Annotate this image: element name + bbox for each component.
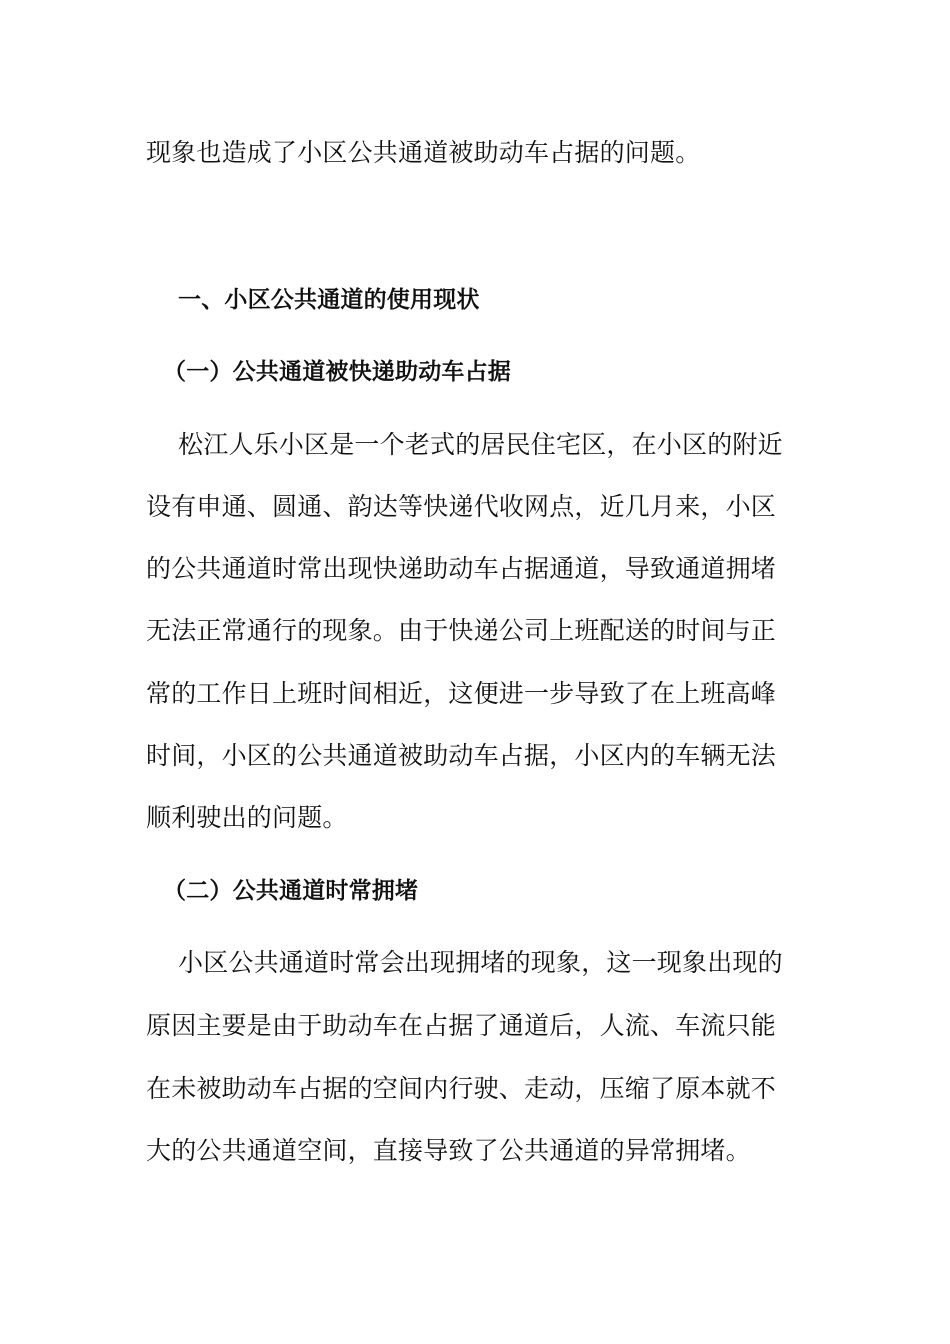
paragraph-2-line-1: 小区公共通道时常会出现拥堵的现象，这一现象出现的 — [178, 948, 783, 977]
paragraph-1-line-3: 的公共通道时常出现快递助动车占据通道，导致通道拥堵 — [146, 554, 777, 583]
paragraph-1-line-2: 设有申通、圆通、韵达等快递代收网点，近几月来，小区 — [146, 492, 777, 521]
paragraph-1-line-6: 时间，小区的公共通道被助动车占据，小区内的车辆无法 — [146, 741, 777, 770]
paragraph-continuation-line: 现象也造成了小区公共通道被助动车占据的问题。 — [146, 138, 701, 167]
section-heading: 一、小区公共通道的使用现状 — [178, 287, 480, 313]
paragraph-1-line-1: 松江人乐小区是一个老式的居民住宅区，在小区的附近 — [178, 430, 783, 459]
paragraph-2-line-2: 原因主要是由于助动车在占据了通道后，人流、车流只能 — [146, 1011, 777, 1040]
subsection-heading-1: （一）公共通道被快递助动车占据 — [163, 359, 511, 385]
paragraph-2-line-4: 大的公共通道空间，直接导致了公共通道的异常拥堵。 — [146, 1136, 751, 1165]
subsection-heading-2: （二）公共通道时常拥堵 — [163, 878, 419, 904]
paragraph-2-line-3: 在未被助动车占据的空间内行驶、走动，压缩了原本就不 — [146, 1074, 777, 1103]
paragraph-1-line-7: 顺利驶出的问题。 — [146, 803, 348, 832]
paragraph-1-line-4: 无法正常通行的现象。由于快递公司上班配送的时间与正 — [146, 616, 777, 645]
paragraph-1-line-5: 常的工作日上班时间相近，这便进一步导致了在上班高峰 — [146, 679, 777, 708]
